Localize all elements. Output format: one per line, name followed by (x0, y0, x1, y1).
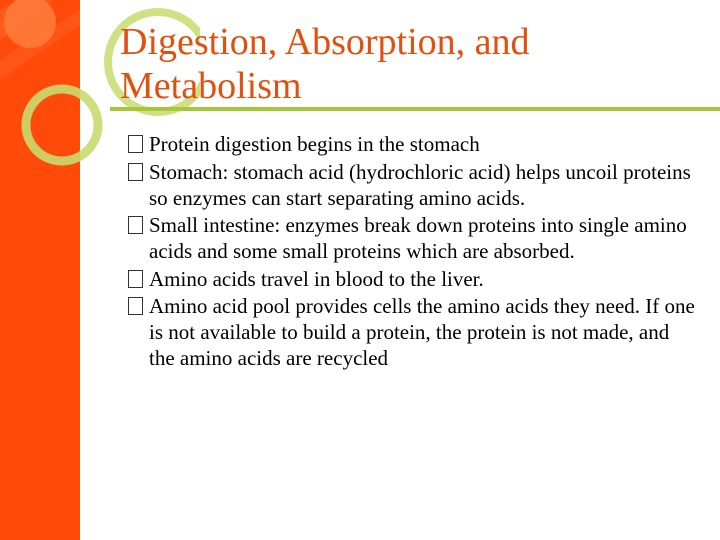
bullet-text: Amino acids travel in blood to the liver. (149, 266, 484, 291)
bullet-text: Amino acid pool provides cells the amino acids they need. If one is not available to build a protein, the protein is not made, and the amino acids are recycled (149, 294, 695, 370)
title-underline (110, 107, 720, 111)
list-item (130, 159, 700, 211)
hollow-square-icon (128, 163, 143, 181)
list-item (130, 131, 700, 157)
slide-title: Digestion, Absorption, and Metabolism (120, 21, 530, 107)
list-item (130, 293, 700, 371)
bullet-text: Small intestine: enzymes break down proteins into single amino acids and some small proteins which are absorbed. (149, 213, 687, 263)
bullet-text: Stomach: stomach acid (hydrochloric acid) helps uncoil proteins so enzymes can start separating amino acids. (149, 159, 691, 210)
bullet-text: Protein digestion begins in the stomach (149, 132, 480, 156)
list-item (130, 266, 700, 292)
hollow-square-icon (128, 135, 143, 153)
hollow-square-icon (128, 270, 143, 288)
list-item (130, 212, 700, 264)
hollow-square-icon (128, 297, 143, 315)
bullet-list (130, 131, 700, 373)
hollow-square-icon (128, 216, 143, 234)
